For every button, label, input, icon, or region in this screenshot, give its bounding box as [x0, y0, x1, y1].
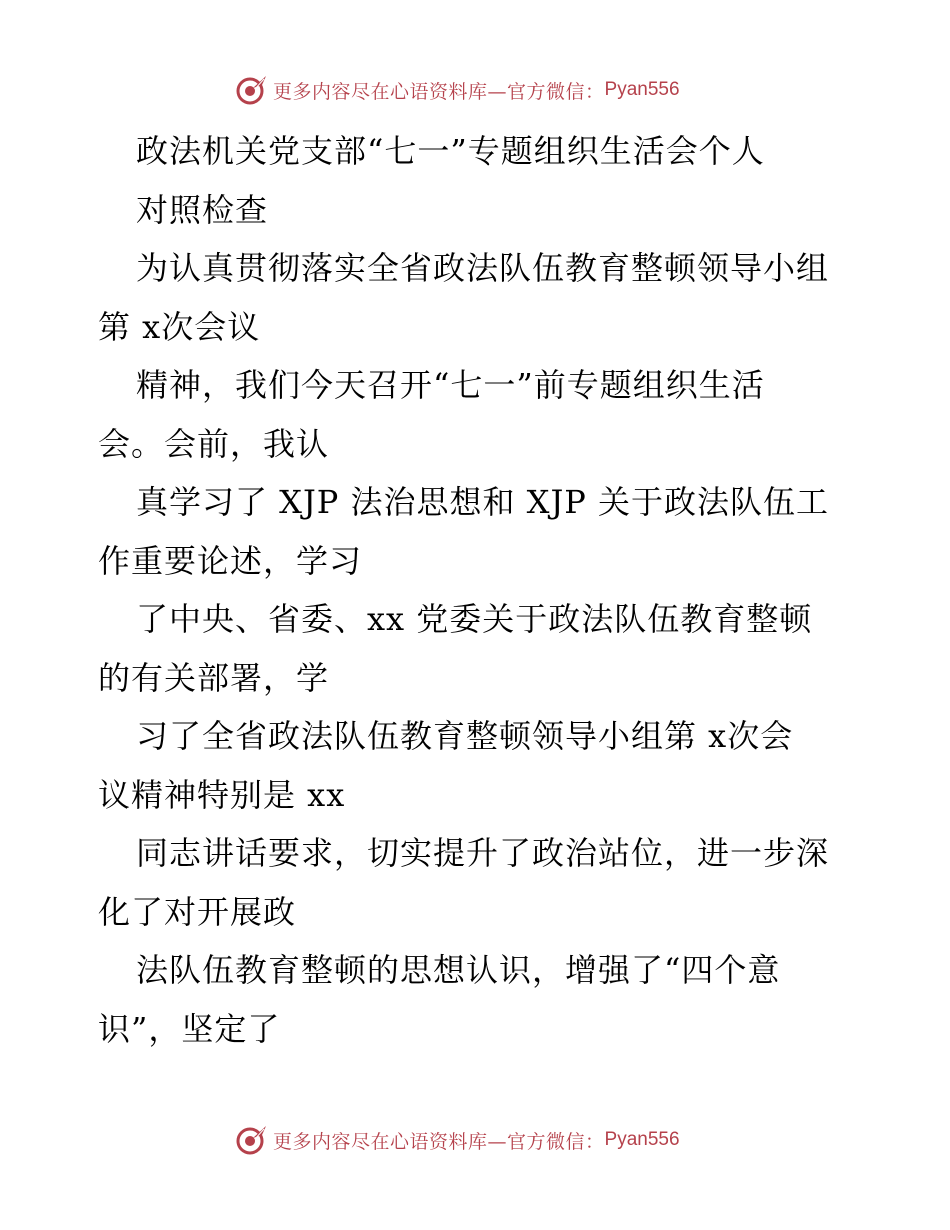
- document-title-line: 政法机关党支部“七一”专题组织生活会个人: [136, 132, 765, 170]
- paragraph-line: 法队伍教育整顿的思想认识，增强了“四个意: [136, 951, 781, 989]
- document-body: [98, 122, 868, 1058]
- document-title-line: 对照检查: [136, 190, 269, 229]
- paragraph-line: 习了全省政法队伍教育整顿领导小组第 x次会: [136, 717, 794, 755]
- paragraph-line: 会。会前，我认: [98, 424, 330, 463]
- paragraph-line: 了中央、省委、xx 党委关于政法队伍教育整顿: [136, 600, 813, 638]
- watermark-text: 更多内容尽在心语资料库—官方微信：: [273, 1130, 605, 1153]
- footer-watermark: [235, 1122, 680, 1158]
- paragraph-line: 同志讲话要求，切实提升了政治站位，进一步深: [136, 834, 830, 872]
- paragraph-line: 化了对开展政: [98, 892, 297, 931]
- paragraph-line: 作重要论述，学习: [98, 541, 363, 580]
- paragraph-line: 真学习了 XJP 法治思想和 XJP 关于政法队伍工: [136, 483, 829, 521]
- paragraph-line: 的有关部署，学: [98, 658, 330, 697]
- paragraph-line: 精神，我们今天召开“七一”前专题组织生活: [136, 366, 765, 404]
- quill-pen-logo-icon: [235, 1123, 269, 1157]
- watermark-wechat-id: Pyan556: [604, 79, 680, 100]
- paragraph-line: 为认真贯彻落实全省政法队伍教育整顿领导小组: [136, 249, 830, 287]
- header-watermark: [235, 72, 680, 108]
- watermark-text: 更多内容尽在心语资料库—官方微信：: [273, 80, 605, 103]
- watermark-wechat-id: Pyan556: [604, 1129, 680, 1150]
- quill-pen-logo-icon: [235, 73, 269, 107]
- paragraph-line: 识”，坚定了: [98, 1009, 281, 1048]
- paragraph-line: 第 x次会议: [98, 307, 261, 346]
- paragraph-line: 议精神特别是 xx: [98, 775, 346, 814]
